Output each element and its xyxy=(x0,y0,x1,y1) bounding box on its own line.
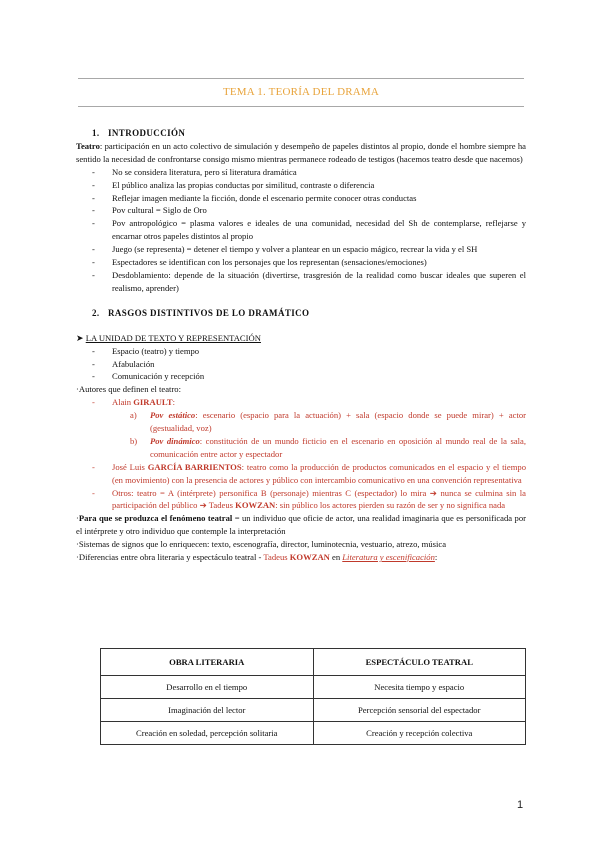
girault-colon: : xyxy=(172,397,175,408)
list-item: - Comunicación y recepción xyxy=(76,370,526,383)
kowzan-first-name: Tadeus xyxy=(208,500,236,511)
girault-sublist xyxy=(76,409,526,461)
authors-intro: ·Autores que definen el teatro: xyxy=(76,384,181,395)
table-cell: Imaginación del lector xyxy=(101,699,314,722)
intro-list xyxy=(76,166,526,295)
otros-text-2: : sin público los actores pierden su razón de ser y no significa nada xyxy=(275,500,506,511)
girault-first-name: Alain xyxy=(112,397,134,408)
author-girault xyxy=(76,396,526,461)
girault-last-name: GIRAULT xyxy=(133,397,173,408)
section-1-number: 1. xyxy=(92,128,100,138)
garcia-text: : teatro como la producción de productos comunicados en el espacio y el tiempo (en movimiento) con la presencia de actores y público con intercambio comunicativo en una convención representativa xyxy=(112,461,526,485)
arrow-icon: ➤ xyxy=(76,332,84,343)
authors-list xyxy=(76,396,526,512)
list-item: - Reflejar imagen mediante la ficción, donde el escenario permite conocer otras conductas xyxy=(76,192,526,205)
subheading-text: LA UNIDAD DE TEXTO Y REPRESENTACIÓN xyxy=(85,332,261,343)
sublist-label: b) xyxy=(130,435,138,446)
pov-estatico-text: : escenario (espacio para la actuación) + sala (espacio donde se puede mirar) + actor (gestualidad, voz) xyxy=(150,410,526,434)
para-que-paragraph: ·Para que se produzca el fenómeno teatral = un individuo que oficie de actor, una realidad imaginaria que es personificada por el intérprete y otro individuo que contemple la interpretación xyxy=(76,513,526,537)
diferencias-line xyxy=(76,551,526,564)
list-item: - Espacio (teatro) y tiempo xyxy=(76,345,526,358)
garcia-first-name: José Luis xyxy=(112,461,148,472)
table-cell: Desarrollo en el tiempo xyxy=(101,676,314,699)
table-cell: Creación en soledad, percepción solitaria xyxy=(101,722,314,745)
document-body xyxy=(76,127,526,564)
list-item: - Espectadores se identifican con los personajes que los representan (sensaciones/emociones) xyxy=(76,256,526,269)
otros-label: Otros xyxy=(112,487,132,498)
table-cell: Creación y recepción colectiva xyxy=(313,722,526,745)
para-que-term: Para que se produzca el fenómeno teatral xyxy=(78,513,233,524)
diferencias-end: : xyxy=(434,552,438,563)
diferencias-en: en xyxy=(329,552,343,563)
author-otros xyxy=(76,487,526,513)
pov-dinamico-text: : constitución de un mundo ficticio en el escenario en oposición al mundo real de la sala, comunicación entre actor y espectador xyxy=(150,435,526,459)
teatro-definition-text: : participación en un acto colectivo de simulación y desempeño de papeles distintos al propio, donde el hombre siempre ha sentido la necesidad de confrontarse consigo mismo mientras permanece rodeado de testigos (hacemos teatro desde que nacemos) xyxy=(76,140,526,164)
pov-dinamico-term: Pov dinámico xyxy=(150,435,200,446)
section-2-number: 2. xyxy=(92,307,100,318)
table-cell: Percepción sensorial del espectador xyxy=(313,699,526,722)
kowzan-last-name: KOWZAN xyxy=(235,500,276,511)
table-header-row xyxy=(101,649,526,676)
teatro-definition xyxy=(76,140,526,166)
section-2-title: RASGOS DISTINTIVOS DE LO DRAMÁTICO xyxy=(108,307,310,318)
table-row xyxy=(101,699,526,722)
header-rule-top xyxy=(78,78,524,79)
sublist-label: a) xyxy=(130,410,137,421)
page-number: 1 xyxy=(517,799,524,811)
list-item: - Juego (se representa) = detener el tiempo y volver a plantear en un espacio mágico, recrear la vida y el SH xyxy=(76,243,526,256)
comparison-table xyxy=(100,648,526,745)
table-cell: Necesita tiempo y espacio xyxy=(313,676,526,699)
teatro-term: Teatro xyxy=(76,140,100,151)
sistemas-line: ·Sistemas de signos que lo enriquecen: texto, escenografía, director, luminotecnia, vestuario, atrezo, música xyxy=(76,539,447,550)
otros-text: : teatro = A (intérprete) personifica B (personaje) mientras C (espectador) lo mira ➔ nunca se culmina sin la participación del público ➔ xyxy=(112,487,526,511)
table-header-cell: OBRA LITERARIA xyxy=(101,649,314,676)
subheading-unidad xyxy=(76,332,526,345)
section-2-heading xyxy=(92,307,526,320)
header-rule-bottom xyxy=(78,106,524,107)
list-item: - El público analiza las propias conductas por similitud, contraste o diferencia xyxy=(76,179,526,192)
table-row xyxy=(101,722,526,745)
sublist-item xyxy=(76,435,526,461)
diferencias-name-last: KOWZAN xyxy=(289,552,330,563)
page-title: TEMA 1. TEORÍA DEL DRAMA xyxy=(222,86,380,98)
list-item: - Desdoblamiento: depende de la situación (divertirse, trasgresión de la realidad como buscar ideales que superen el realismo, aprender) xyxy=(76,269,526,295)
diferencias-name-first: Tadeus xyxy=(263,552,290,563)
list-item: - Pov cultural = Siglo de Oro xyxy=(76,204,526,217)
list-item: - Afabulación xyxy=(76,358,526,371)
diferencias-text: ·Diferencias entre obra literaria y espectáculo teatral - xyxy=(76,552,264,563)
sublist-item xyxy=(76,409,526,435)
list-item: - No se considera literatura, pero sí literatura dramática xyxy=(76,166,526,179)
list-item: - Pov antropológico = plasma valores e ideales de una comunidad, necesidad del Sh de contemplarse, reflejarse y encarnar otros papeles distintos al propio xyxy=(76,217,526,243)
garcia-last-name: GARCÍA BARRIENTOS xyxy=(147,461,242,472)
book-title-link: Literatura y escenificación xyxy=(342,552,435,563)
table-header-cell: ESPECTÁCULO TEATRAL xyxy=(313,649,526,676)
section-1-heading xyxy=(92,127,526,140)
table-row xyxy=(101,676,526,699)
pov-estatico-term: Pov estático xyxy=(150,410,196,421)
unidad-list xyxy=(76,345,526,384)
para-que-text: = un individuo que oficie de actor, una realidad imaginaria que es personificada por el intérprete y otro individuo que contemple la interpretación xyxy=(76,513,526,537)
section-1-title: INTRODUCCIÓN xyxy=(108,128,186,138)
author-garcia-barrientos xyxy=(76,461,526,487)
